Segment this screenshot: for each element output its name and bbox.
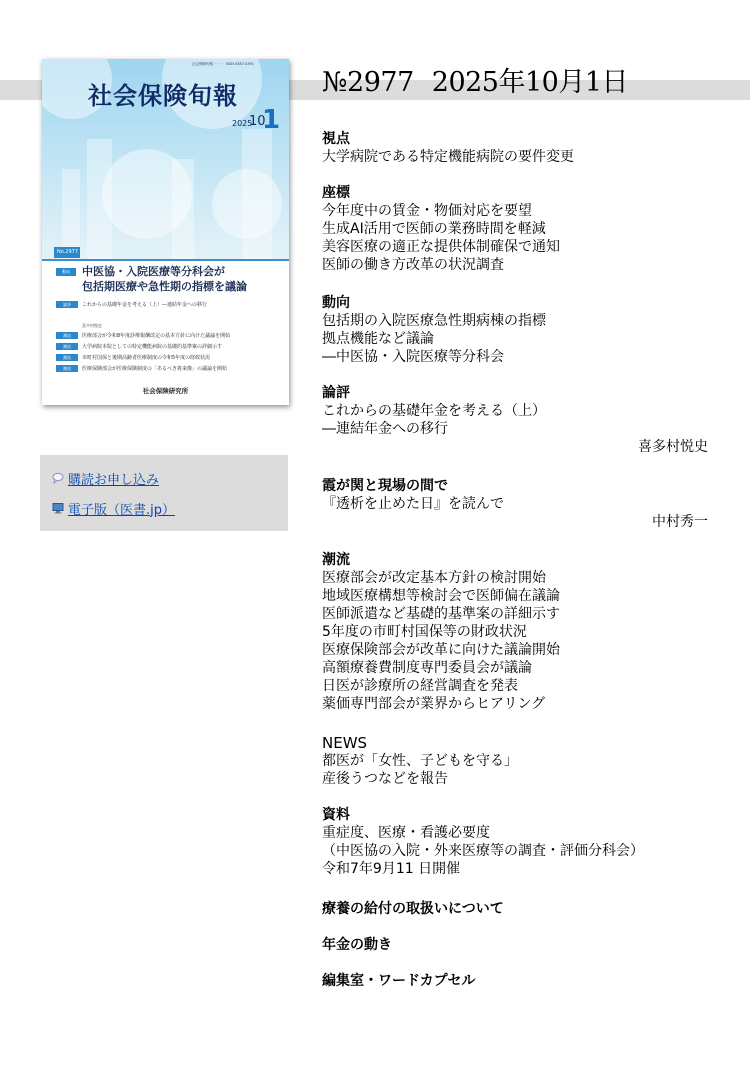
section-title: 座標 <box>322 185 350 201</box>
article-title: 生成AI活用で医師の業務時間を軽減 <box>322 221 546 237</box>
article-title: ―連結年金への移行 <box>322 421 448 437</box>
section-title: 動向 <box>322 295 350 311</box>
subscribe-link[interactable]: 購読お申し込み <box>68 472 160 488</box>
article-title: 今年度中の賃金・物価対応を要望 <box>322 203 532 219</box>
cover-headline-line: 包括期医療や急性期の指標を議論 <box>82 280 247 293</box>
toc-section <box>322 551 708 713</box>
monitor-icon <box>52 502 64 514</box>
cover-line <box>56 343 279 351</box>
article-title: 薬価専門部会が業界からヒアリング <box>322 696 546 712</box>
toc-section <box>322 130 708 166</box>
article-author: 中村秀一 <box>652 514 708 530</box>
section-title: 編集室・ワードカプセル <box>322 973 476 989</box>
issue-header <box>322 60 628 99</box>
toc-section <box>322 806 708 878</box>
cover-contents <box>42 259 289 405</box>
cover-day: 1 <box>262 105 281 135</box>
cover-line-text: これからの基礎年金を考える（上）―連結年金への移行 <box>82 302 208 308</box>
article-title: 医療部会が改定基本方針の検討開始 <box>322 570 546 586</box>
section-title: 霞が関と現場の間で <box>322 478 448 494</box>
cover-line <box>56 301 279 309</box>
cover-line-tag: 潮流 <box>56 354 78 361</box>
article-title: （中医協の入院・外来医療等の調査・評価分科会） <box>322 843 644 859</box>
cover-issue-badge: No.2977 <box>54 247 80 258</box>
section-title: 年金の動き <box>322 937 392 953</box>
article-title: 5年度の市町村国保等の財政状況 <box>322 624 527 640</box>
cover-lead-tag: 動向 <box>56 268 76 276</box>
cover-publisher: 社会保険研究所 <box>142 387 189 395</box>
issue-number: №2977 <box>322 67 414 98</box>
article-title: 拠点機能など議論 <box>322 331 434 347</box>
cover-month: 10 <box>249 114 266 129</box>
article-title: これからの基礎年金を考える（上） <box>322 403 546 419</box>
cover-headline <box>82 264 247 294</box>
issue-date: 2025年10月1日 <box>431 67 629 98</box>
cover-image[interactable] <box>42 59 289 405</box>
article-title: 医師派遣など基礎的基準案の詳細示す <box>322 606 560 622</box>
toc-section <box>322 294 708 366</box>
cover-title: 社会保険旬報 <box>88 82 238 110</box>
section-title: 視点 <box>322 131 350 147</box>
section-title: 療養の給付の取扱いについて <box>322 901 504 917</box>
section-title: 潮流 <box>322 552 350 568</box>
cover-line <box>56 354 279 362</box>
section-title: 資料 <box>322 807 350 823</box>
cover-line-text: 大学病院本院としての特定機能病院の基礎的基準案の詳細示す <box>82 344 223 350</box>
article-title: ―中医協・入院医療等分科会 <box>322 349 504 365</box>
digital-edition-link[interactable]: 電子版（医書.jp） <box>68 502 175 518</box>
toc-section <box>322 734 708 788</box>
article-title: 大学病院である特定機能病院の要件変更 <box>322 149 574 165</box>
cover-line-text: 医療部会が令和8年度診療報酬改定の基本方針に向けた議論を開始 <box>82 333 231 339</box>
cover-line-tag: 潮流 <box>56 365 78 372</box>
article-author: 喜多村悦史 <box>638 439 708 455</box>
cover-line-tag: 潮流 <box>56 343 78 350</box>
article-title: 医師の働き方改革の状況調査 <box>322 257 504 273</box>
side-links-panel <box>40 455 288 531</box>
toc-section <box>322 972 708 990</box>
article-title: 地域医療構想等検討会で医師偏在議論 <box>322 588 560 604</box>
article-title: 令和7年9月11 日開催 <box>322 861 461 877</box>
cover-line <box>56 332 279 340</box>
toc-section <box>322 384 708 456</box>
toc-section <box>322 477 708 531</box>
cover-line-tag: 論評 <box>56 301 78 308</box>
cover-line-tag: 潮流 <box>56 332 78 339</box>
speech-bubble-icon <box>52 472 64 484</box>
cover-line-text: 医療保険部会が医療保険制度の「あるべき将来像」の議論を開始 <box>82 366 228 372</box>
section-title: NEWS <box>322 734 368 752</box>
cover-headline-line: 中医協・入院医療等分科会が <box>82 265 225 278</box>
cover-line-text: 市町村国保と後期高齢者医療制度の令和5年度の財政状況 <box>82 355 211 361</box>
article-title: 美容医療の適正な提供体制確保で通知 <box>322 239 560 255</box>
subscribe-link-row <box>52 469 159 487</box>
toc-section <box>322 900 708 918</box>
cover-photo <box>42 59 289 259</box>
article-title: 産後うつなどを報告 <box>322 771 448 787</box>
article-title: 日医が診療所の経営調査を発表 <box>322 678 518 694</box>
article-title: 都医が「女性、子どもを守る」 <box>322 753 518 769</box>
cover-small-print: 社会保険旬報 ・・・ ISSN 0387-0391 <box>192 62 255 66</box>
section-title: 論評 <box>322 385 350 401</box>
cover-line <box>56 365 279 373</box>
article-title: 医療保険部会が改革に向けた議論開始 <box>322 642 560 658</box>
article-title: 『透析を止めた日』を読んで <box>322 496 504 512</box>
article-title: 包括期の入院医療急性期病棟の指標 <box>322 313 546 329</box>
article-title: 高額療養費制度専門委員会が議論 <box>322 660 532 676</box>
digital-link-row <box>52 499 175 517</box>
cover-year: 2025 <box>232 119 253 128</box>
toc-section <box>322 936 708 954</box>
cover-author: 喜多村悦史 <box>82 323 102 328</box>
article-title: 重症度、医療・看護必要度 <box>322 825 490 841</box>
toc-section <box>322 184 708 274</box>
